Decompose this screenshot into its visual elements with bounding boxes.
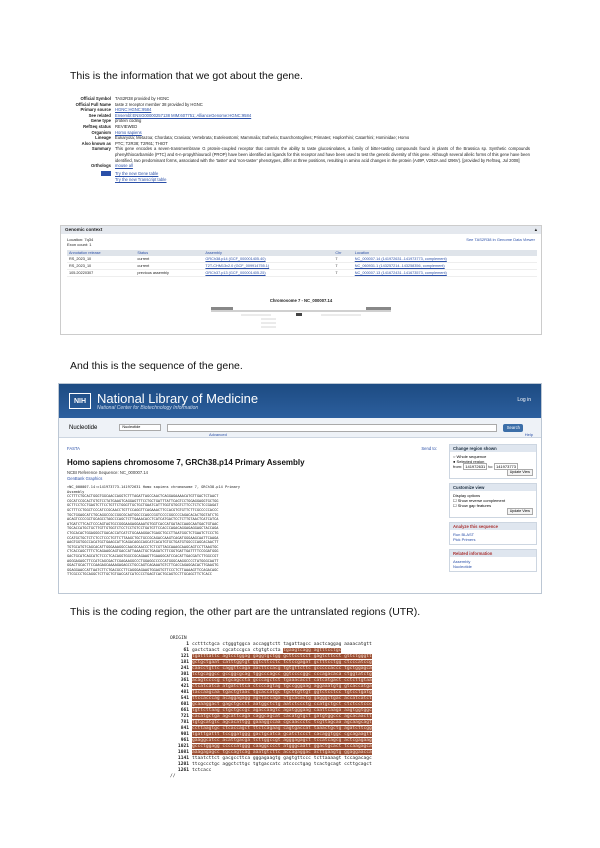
nucleotide-link[interactable]: Nucleotide (453, 564, 472, 569)
orthologs-link[interactable]: mouse all (115, 163, 133, 169)
genbank-graphics-links[interactable]: GenBank Graphics (67, 476, 103, 481)
gene-organism: Organism Homo sapiens (75, 130, 530, 136)
coding-rows (170, 642, 460, 774)
coding-row-number: 181 (180, 660, 189, 665)
new-badge-icon (101, 171, 111, 176)
coding-row-number: 421 (180, 684, 189, 689)
customize-view-box: Customize view Display options ☐ Show reverse complement ☐ Show gap features Update View (449, 483, 537, 518)
utr-sequence: ttcgccctgc aggctcttgc tgtgaccatc atcccctgag tcactgcagt ccttgcagct (192, 762, 372, 767)
try-new-gene-table-link[interactable]: Try the new Gene table (115, 170, 159, 176)
caption-gene-info: This is the information that we got about the gene. (70, 70, 303, 82)
sequence-line: CTGCACACTGGAGGGCTGACACCATCATCTGCAAAGGACTGAGCTGCCTTAATGGCTCTGAATCTCCCTG (67, 530, 219, 535)
sequence-line: CCATGCTGCTCTCTCCTCCCTGTTCTTAAGCTGCTGCCGCAGACCAAGTCAGATGGGAAGCAATTCAAGA (67, 535, 219, 540)
assembly-table: Annotation release Status Assembly Chr Location RS_2023_10 current GRCh38.p14 (GCF_000001405.40) 7 NC_000007.14 (141972631..141973773, complement) RS_2023_10 current T2T-CHM13v2.0 (GCF_009914755.1) 7 NC_060931.1 (143257214..143258356, complement) 105.20220307 previous assembly GRCh37.p13 (GCF_000001405.25) 7 NC_000007.13 (141672431..141673573, complement) (67, 250, 537, 277)
sequence-line: GGAGGAACCATTAATCTTCTGACGCCTTCAGGGAGAAGTGGAGTGTTCCCTCTTAAAAGTTCCAGACAGC (67, 567, 219, 572)
coding-row-number: 601 (180, 702, 189, 707)
sequence-line: TTCGCCCTGCAGGCTCTTGCTGTGACCATCATCCCCTGAGTCACTGCAGTCCTTGCAGCTTCTCACC (67, 572, 212, 577)
sequence-line: TGTGCATGTCAGCACATTGGGAAAGGCCAACGCAACCCTCTCGTTAGCAAAGCAAGCAGTCCTTAAGTGC (67, 544, 219, 549)
database-select[interactable]: Nucleotide (119, 424, 161, 431)
table-row: RS_2023_10 current T2T-CHM13v2.0 (GCF_009914755.1) 7 NC_060931.1 (143257214..143258356, complement) (67, 263, 537, 270)
sequence-title: Homo sapiens chromosome 7, GRCh38.p14 Primary Assembly (67, 458, 305, 467)
sequence-line: CGCATCCGCACTGTGTCCTATGAAGTCAGGAGTTTCCTGCTGATTTATTCAGTCCTGGAGGAGGTGCTGG (67, 498, 219, 503)
cds-highlight: gctgctgaat catttggtgt ggtcttcctc tctccgagat gctttcctgg ctcccatccg (192, 660, 372, 665)
collapse-icon[interactable]: ▴ (534, 227, 537, 232)
genome-data-viewer-link[interactable]: See TAS2R38 in Genome Data Viewer (466, 237, 535, 242)
coding-row-number: 301 (180, 672, 189, 677)
gene-also-known-as: Also known as PTC; T2R38; T2R61; THIOT (81, 140, 168, 146)
utr-sequence: gactctaact cgcatccgca ctgtgtccta (192, 648, 284, 653)
related-info-box: Related information Assembly Nucleotide (449, 549, 537, 572)
coding-row-number: 1 (186, 642, 189, 647)
cds-highlight: tgtgcatgtc agcacattgg gaaaggccaa cgcaaccctc tcgttagcaa agcaagcagt (192, 720, 372, 725)
sequence-line: GCTTCCTCCTGAGTCTTCCTGTTCTGGGTTGCTGCTGAATCATTTGGTGTGGTCTTCCTCTCTCCGAGAT (67, 503, 219, 508)
sequence-line: ACAGTCCCCGCTGCAGCCTAGCCCAGCTCTTGAAACACCTCATCATGACTCCTCTTGTAACTCATCATCA (67, 517, 219, 522)
cds-highlight: tctgcaggcc gccggcgcag tggcccagcc ggtccccggc cccagacaca ctggtatctg (192, 672, 372, 677)
update-view-button-2[interactable]: Update View (507, 508, 533, 515)
selected-region-radio[interactable]: ● (453, 459, 456, 464)
coding-row-number: 1081 (177, 750, 189, 755)
coding-row (170, 768, 460, 774)
caption-coding-region: This is the coding region, the other part are the untranslated regions (UTR). (70, 606, 421, 618)
table-row: 105.20220307 previous assembly GRCh37.p13 (GCF_000001405.25) 7 NC_000007.13 (141672431..141673573, complement) (67, 270, 537, 277)
cds-highlight: gaaggcatcc acattgacga tcttggccgt agggagagct tccatcagcg actcgagaag (192, 738, 372, 743)
gap-features-checkbox[interactable]: ☐ (453, 503, 457, 508)
change-region-box: Change region shown ○ Whole sequence ● Selected region from: 141972631 to: 141973773 Update View (449, 444, 537, 479)
search-db-label: Nucleotide (69, 424, 98, 431)
coding-row-number: 961 (180, 738, 189, 743)
organism-link[interactable]: Homo sapiens (115, 129, 142, 135)
cds-highlight: aaagagagcc tgccagtcag aaatgtcttc accagaggac acttgaagtg ggaggaacca (192, 750, 372, 755)
table-row: RS_2023_10 current GRCh38.p14 (GCF_000001405.40) 7 NC_000007.14 (141972631..141973773, complement) (67, 256, 537, 263)
coding-row-number: 781 (180, 720, 189, 725)
chromosome-map: Chromosome 7 - NC_000007.14 (201, 298, 401, 334)
to-input[interactable]: 141973773 (495, 464, 517, 469)
sequence-line: Assembly (67, 489, 85, 494)
coding-region (170, 636, 460, 780)
run-blast-link[interactable]: Run BLAST (453, 532, 475, 537)
sequence-line: >NC_000007.14:c141973773-141972631 Homo sapiens chromosome 7, GRCh38.p14 Primary (67, 485, 241, 489)
gene-see-related: See related Ensembl:ENSG00000257138 MIM:607751; AllianceGenome:HGNC:9584 (75, 113, 530, 119)
sequence-end-mark: // (170, 774, 176, 779)
coding-row-number: 901 (180, 732, 189, 737)
utr-sequence: ttaatcttct gacgccttca gggagaagtg gagtgttccc tcttaaaagt tccagacagc (192, 756, 372, 761)
genomic-context-panel: Genomic context ▴ Location: 7q34 Exon count: 1 See TAS2R38 in Genome Data Viewer Annotation release Status Assembly Chr Location RS_2023_10 current GRCh38.p14 (GCF_000001405.40) 7 NC_000007.14 (141972631..141973773, complement) RS_2023_10 current T2T-CHM13v2.0 (GCF_009914755.1) 7 NC_060931.1 (143257214..143258356, complement) 105.20220307 previous assembly GRCh37.p13 (GCF_000001405.25) 7 NC_000007.13 (141672431..141673573, complement) Chromosome 7 - NC_000007.14 (60, 225, 542, 335)
cds-highlight: caacctgttc caggttcaga aacttccacg tgtgttcttc gcccccaccc tgctggagca (192, 666, 372, 671)
search-input[interactable] (167, 424, 497, 432)
coding-row-number: 661 (180, 708, 189, 713)
coding-row-number: 1201 (177, 762, 189, 767)
cds-highlight: gccctggagg cccccatggg caaggcccct atgggcaatt ggactgcact tccaagagca (192, 744, 372, 749)
cds-highlight: tgttcttaag ctgctgccgc agaccaagtc agatgggaag caattcaaga aagtggtggc (192, 708, 372, 713)
cds-highlight: ctcatcatca atgatcttca ctcccagtag tgccgggaag aggaaatgtg gtcaccatga (192, 684, 372, 689)
coding-row-number: 241 (180, 666, 189, 671)
gene-refseq-status: RefSeq status REVIEWED (83, 123, 138, 129)
coding-row-number: 361 (180, 678, 189, 683)
format-selector[interactable]: FASTA (67, 446, 80, 451)
gene-lineage: Lineage Eukaryota; Metazoa; Chordata; Craniata; Vertebrata; Euteleostomi; Mammalia; Eutheria; Euarchontoglires; Primates; Haplorrhini; Catarrhini; Hominidae; Homo (95, 135, 410, 141)
gene-primary-source: Primary source HGNC:HGNC:9584 (75, 107, 530, 113)
cds-highlight: tgattgattt tccggatggg gactgcatca gcatctccct cacaggtggc cgcagaagtt (192, 732, 372, 737)
cds-highlight: tgatttattc agtcctggag gaggtgctgg gcttcctcct gagtcttcct gttctgggtt (192, 654, 372, 659)
cds-highlight: tgaagtcagg agtttcctgc (283, 648, 342, 653)
sequence-line: AGGGAGAGCTTCCATCAGCGACTCGAGAAGGCCCTGGAGGCCCCCATGGGCAAGGCCCCTATGGGCAATT (67, 558, 219, 563)
cds-highlight: cacatgctga agcattcaga caggcagcat cacatgtgct gatgtggccc agcacaactt (192, 714, 372, 719)
coding-row-number: 121 (180, 654, 189, 659)
gene-official-symbol: Official Symbol TAS2R38 provided by HGNC (80, 96, 170, 101)
cds-highlight: ttccacccag acaggagagg agctaccaga ctgcacactg gagggctgac accatcatct (192, 696, 372, 701)
gene-official-name: Official Full Name taste 2 receptor member 38 provided by HGNC (75, 101, 203, 107)
sequence-line: GGACTGCACTTCCAAGAGCAAAAGAGAGCCTGCCAGTCAGAAATGTCTTCACCAGAGGACACTTGAAGTG (67, 563, 219, 568)
assembly-link[interactable]: Assembly (453, 559, 471, 564)
origin-label: ORIGIN (170, 636, 187, 641)
from-input[interactable]: 141972631 (465, 464, 486, 469)
pick-primers-link[interactable]: Pick Primers (453, 537, 476, 542)
reverse-complement-checkbox[interactable]: ☐ (453, 498, 457, 503)
coding-row-number: 1021 (177, 744, 189, 749)
cds-highlight: gcaaaggact gagctgcctt aatggctctg aatctccctg ccatgctgct ctctcctccc (192, 702, 372, 707)
sequence-line: TGCACCATGCTGCTTGTTGTGGTCTCCTCCTGTCCTGATGTTCCACCCAGACAGGAGAGGAGCTACCAGA (67, 526, 219, 531)
coding-row-number: 1261 (177, 768, 189, 773)
sequence-line: CCTTTCTGCACTGGGTGGCAACCAGGTCTTTAGATTAGCCAACTCAGGAGAAAACATGTTGACTCTAACT (67, 494, 219, 499)
primary-source-link[interactable]: HGNC:HGNC:9584 (115, 107, 152, 113)
ncbi-sidebar (449, 444, 537, 576)
try-new-transcript-table-link[interactable]: Try the new Transcript table (115, 177, 167, 183)
login-link[interactable]: Log in (517, 397, 531, 403)
cds-highlight: ccttaagtgc ctcaccagct ttctcagaag cagtgaccat taaactgctg agatcttcgg (192, 726, 372, 731)
genomic-context-header[interactable]: Genomic context ▴ (61, 226, 541, 234)
coding-row-number: 61 (183, 648, 189, 653)
see-related-link[interactable]: Ensembl:ENSG00000257138 MIM:607751; AllianceGenome:HGNC:9584 (115, 112, 252, 118)
nih-logo[interactable]: NIH (69, 393, 91, 409)
gene-info-panel (75, 96, 530, 183)
nlm-subtitle: National Center for Biotechnology Information (97, 404, 199, 411)
sequence-line: TGCTGGAGCATCTGCAGGCCGCCGGCGCAGTGGCCCAGCCGGTCCCCGGCCCCAGACACACTGGTATCTG (67, 512, 219, 517)
search-bar (59, 418, 541, 438)
ncbi-page (58, 383, 542, 594)
whole-sequence-radio[interactable]: ○ (453, 454, 456, 459)
advanced-search-link[interactable]: Advanced (209, 432, 227, 437)
coding-row-number: 481 (180, 690, 189, 695)
gene-orthologs: Orthologs mouse all (75, 163, 530, 169)
send-to-menu[interactable]: Send to: (421, 446, 437, 451)
coding-row-number: 841 (180, 726, 189, 731)
gene-summary: Summary This gene encodes a seven-transmembrane G protein-coupled receptor that controls the ability to taste glucosinolates, a family of bitter-tasting compounds found in plants of the Brassica sp. Synthetic compounds phenylthiocarbamide (PTC) and 6-n-propylthiouracil (PROP) have been identified as ligands for this receptor and have been used to test the genetic diversity of this gene. Although several allelic forms of this gene have been identified, two predominant forms, associated with the 'taster' and 'non-taster' phenotypes, differ at three positions, resulting in amino acid changes in the protein (A49P, V262A and I296V). [provided by RefSeq, Jul 2008] (91, 146, 530, 163)
gene-type: Gene type protein coding (90, 118, 142, 124)
utr-sequence: tctcacc (192, 768, 212, 773)
cds-highlight: taccaagcaa tgactgtaac tgcaccatgc tgcttgttgt ggtctcctcc tgtcctgatg (192, 690, 372, 695)
sequence-line: ATGATCTTCACTCCCAGTAGTGCCGGGAAGAGGAAATGTGGTCACCATGATACCAAGCAATGACTGTAAC (67, 521, 219, 526)
utr-sequence: cctttctgca ctgggtggca accaggtctt tagattagcc aactcaggag aaaacatgtt (192, 642, 372, 647)
sequence-main (67, 446, 437, 577)
sequence-line: GCTTTCCTGGCTCCCATCCGCAACCTGTTCCAGGTTCAGAAACTTCCACGTGTGTTCTTCGCCCCCACCC (67, 507, 219, 512)
caption-sequence: And this is the sequence of the gene. (70, 360, 243, 372)
coding-row-number: 721 (180, 714, 189, 719)
chromosome-diagram (201, 303, 401, 331)
reference-sequence-id: NCBI Reference Sequence: NC_000007.14 (67, 470, 149, 475)
fasta-sequence (67, 485, 437, 577)
try-new-transcript-table (75, 177, 530, 183)
coding-row-number: 541 (180, 696, 189, 701)
coding-row-number: 1141 (177, 756, 189, 761)
sequence-line: AAGTGGTGGCCACATGCTGAAGCATTCAGACAGGCAGCATCACATGTGCTGATGTGGCCCAGCACAACTT (67, 540, 219, 545)
coding-row-sequence (192, 768, 460, 774)
try-new-gene-table (75, 171, 530, 178)
help-link[interactable]: Help (524, 432, 533, 437)
cds-highlight: acagtccccg ctgcagccta gcccagctct tgaaacacct catcatgact cctcttgtaa (192, 678, 372, 683)
analyze-box: Analyze this sequence Run BLAST Pick Primers (449, 522, 537, 545)
update-view-button[interactable]: Update View (507, 469, 533, 476)
ncbi-header (59, 384, 541, 418)
sequence-line: CTCACCAGCTTTCTCAGAAGCAGTGACCATTAAACTGCTGAGATCTTCGGTGATTGATTTTCCGGATGGG (67, 549, 219, 554)
sequence-line: GACTGCATCAGCATCTCCCTCACAGGTGGCCGCAGAAGTTGAAGGCATCCACATTGACGATCTTGGCCGT (67, 553, 219, 558)
nlm-title: National Library of Medicine (97, 390, 259, 406)
search-button[interactable]: Search (503, 424, 523, 432)
